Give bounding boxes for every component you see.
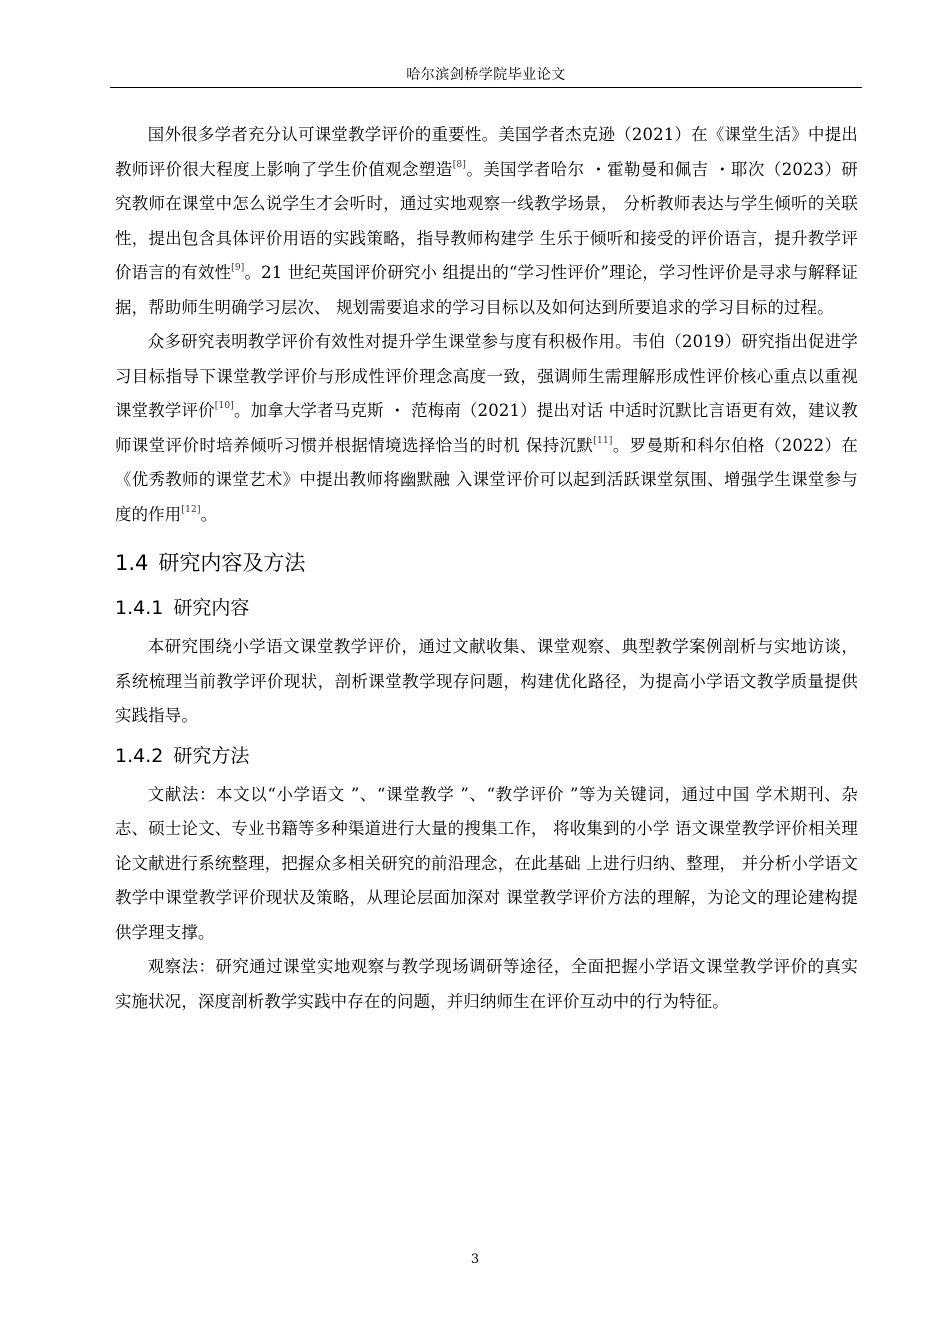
citation-ref[interactable]: [8]	[452, 159, 467, 170]
heading-text: 研究方法	[173, 744, 250, 767]
text-run: 。	[200, 504, 218, 524]
text-run: 。21 世纪英国评价研究小 组提出的“学习性评价”理论，学习性评价是寻求与解释证据，帮助师生明确学习层次、 规划需要追求的学习目标以及如何达到所要追求的学习目标的过程。	[115, 263, 858, 317]
text-run: 。美国学者哈尔 ・霍勒曼和佩吉 ・耶次（2023）研究教师在课堂中怎么说学生才会听时，通过实地观察一线教学场景， 分析教师表达与学生倾听的关联性，提出包含具体评价用语的实践策略，指导教师构建学 生乐于倾听和接受的评价语言，提升教学评价语言的有效性	[115, 159, 859, 282]
heading-number: 1.4.2	[115, 744, 164, 767]
heading-text: 研究内容	[173, 597, 250, 619]
citation-ref[interactable]: [9]	[231, 263, 245, 273]
text-run: 。加拿大学者马克斯 ・ 范梅南（2021）提出对话 中适时沉默比言语更有效，建议教师课堂评价时培养倾听习惯并根据情境选择恰当的时机 保持沉默	[115, 401, 858, 455]
section-heading-1-4-1	[115, 586, 858, 630]
document-body	[115, 118, 858, 1019]
header-rule	[110, 87, 862, 88]
page-number: 3	[470, 1252, 480, 1267]
text-run: 。罗曼斯和科尔伯格（2022）在《优秀教师的课堂艺术》中提出教师将幽默融 入课堂评价可以起到活跃课堂氛围、增强学生课堂参与度的作用	[115, 435, 858, 524]
paragraph-research-content: 本研究围绕小学语文课堂教学评价，通过文献收集、课堂观察、典型教学案例剖析与实地访谈，系统梳理当前教学评价现状，剖析课堂教学现存问题，构建优化路径，为提高小学语文教学质量提供实践指导。	[115, 637, 858, 725]
section-heading-1-4	[115, 540, 858, 586]
text-run: 国外很多学者充分认可课堂教学评价的重要性。美国学者杰克逊（2021）在《课堂生活》中提出教师评价很大程度上影响了学生价值观念塑造	[115, 125, 858, 179]
paragraph-evaluation-effectiveness	[115, 325, 858, 532]
paragraph-literature-method: 文献法：本文以“小学语文 ”、“课堂教学 ”、“教学评价 ”等为关键词，通过中国 学术期刊、杂志、硕士论文、专业书籍等多种渠道进行大量的搜集工作， 将收集到的小学 语文课堂教学评价相关理论文献进行系统整理，把握众多相关研究的前沿理念，在此基础 上进行归纳、整理， 并分析小学语文教学中课堂教学评价现状及策略，从理论层面加深对 课堂教学评价方法的理解，为论文的理论建构提供学理支撑。	[115, 784, 858, 942]
section-heading-1-4-2	[115, 734, 858, 778]
citation-ref[interactable]: [12]	[181, 504, 201, 515]
heading-number: 1.4	[115, 551, 149, 575]
text-run: 众多研究表明教学评价有效性对提升学生课堂参与度有积极作用。韦伯（2019）研究指出促进学习目标指导下课堂教学评价与形成性评价理念高度一致，强调师生需理解形成性评价核心重点以重视课堂教学评价	[115, 332, 858, 420]
paragraph-observation-method: 观察法：研究通过课堂实地观察与教学现场调研等途径，全面把握小学语文课堂教学评价的真实实施状况，深度剖析教学实践中存在的问题，并归纳师生在评价互动中的行为特征。	[115, 957, 858, 1011]
heading-number: 1.4.1	[115, 597, 164, 619]
running-header: 哈尔滨剑桥学院毕业论文	[406, 67, 566, 83]
paragraph-foreign-scholars	[115, 118, 858, 325]
citation-ref[interactable]: [10]	[214, 401, 235, 411]
heading-text: 研究内容及方法	[158, 551, 306, 575]
citation-ref[interactable]: [11]	[593, 435, 613, 446]
